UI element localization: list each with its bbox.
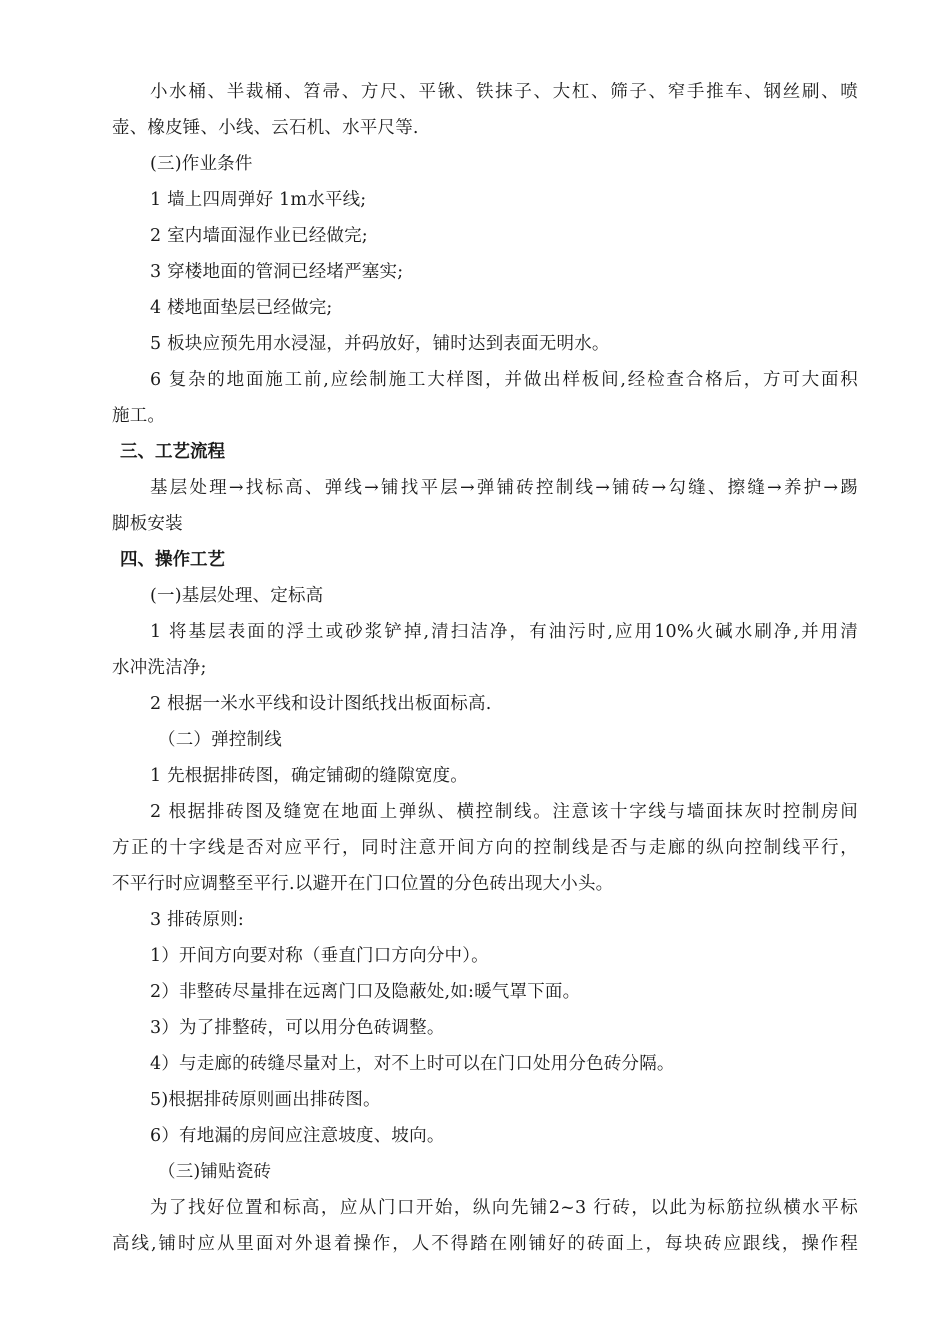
layout-rule-6: 6）有地漏的房间应注意坡度、坡向。 <box>150 1126 445 1146</box>
layout-rule-5: 5)根据排砖原则画出排砖图。 <box>150 1090 381 1110</box>
condition-item-2: 2 室内墙面湿作业已经做完; <box>150 226 368 246</box>
section-heading-process-flow: 三、工艺流程 <box>120 442 225 462</box>
subsection-work-conditions: (三)作业条件 <box>150 154 253 174</box>
base-item-1-line-1: 1 将基层表面的浮土或砂浆铲掉,清扫洁净，有油污时,应用10%火碱水刷净,并用清 <box>150 622 858 642</box>
layout-rule-4: 4）与走廊的砖缝尽量对上，对不上时可以在门口处用分色砖分隔。 <box>150 1054 675 1074</box>
base-item-1-line-2: 水冲洗洁净; <box>112 658 207 678</box>
layout-rule-1: 1）开间方向要对称（垂直门口方向分中）。 <box>150 946 489 966</box>
condition-item-6-line-1: 6 复杂的地面施工前,应绘制施工大样图，并做出样板间,经检查合格后，方可大面积 <box>150 370 858 390</box>
layout-rule-2: 2）非整砖尽量排在远离门口及隐蔽处,如:暖气罩下面。 <box>150 982 581 1002</box>
control-item-2-line-1: 2 根据排砖图及缝宽在地面上弹纵、横控制线。注意该十字线与墙面抹灰时控制房间 <box>150 802 858 822</box>
control-item-1: 1 先根据排砖图，确定铺砌的缝隙宽度。 <box>150 766 468 786</box>
tools-list-line-1: 小水桶、半裁桶、笤帚、方尺、平锹、铁抹子、大杠、筛子、窄手推车、钢丝刷、喷 <box>150 82 858 102</box>
condition-item-6-line-2: 施工。 <box>112 406 166 426</box>
condition-item-3: 3 穿楼地面的管洞已经堵严塞实; <box>150 262 404 282</box>
base-item-2: 2 根据一米水平线和设计图纸找出板面标高. <box>150 694 492 714</box>
control-item-3: 3 排砖原则: <box>150 910 244 930</box>
layout-rule-3: 3）为了排整砖，可以用分色砖调整。 <box>150 1018 445 1038</box>
section-heading-operation: 四、操作工艺 <box>120 550 225 570</box>
process-flow-line-1: 基层处理→找标高、弹线→铺找平层→弹铺砖控制线→铺砖→勾缝、擦缝→养护→踢 <box>150 478 858 498</box>
tools-list-line-2: 壶、橡皮锤、小线、云石机、水平尺等. <box>112 118 419 138</box>
condition-item-4: 4 楼地面垫层已经做完; <box>150 298 333 318</box>
process-flow-line-2: 脚板安装 <box>112 514 183 534</box>
condition-item-1: 1 墙上四周弹好 1m水平线; <box>150 190 367 210</box>
tile-laying-line-1: 为了找好位置和标高，应从门口开始，纵向先铺2~3 行砖，以此为标筋拉纵横水平标 <box>150 1198 858 1218</box>
subsection-tile-laying: （三)铺贴瓷砖 <box>158 1162 272 1182</box>
subsection-control-lines: （二）弹控制线 <box>158 730 282 750</box>
condition-item-5: 5 板块应预先用水浸湿，并码放好，铺时达到表面无明水。 <box>150 334 610 354</box>
subsection-base-treatment: (一)基层处理、定标高 <box>150 586 324 606</box>
control-item-2-line-3: 不平行时应调整至平行.以避开在门口位置的分色砖出现大小头。 <box>112 874 614 894</box>
control-item-2-line-2: 方正的十字线是否对应平行，同时注意开间方向的控制线是否与走廊的纵向控制线平行， <box>112 838 858 858</box>
tile-laying-line-2: 高线,铺时应从里面对外退着操作，人不得踏在刚铺好的砖面上，每块砖应跟线，操作程 <box>112 1234 858 1254</box>
